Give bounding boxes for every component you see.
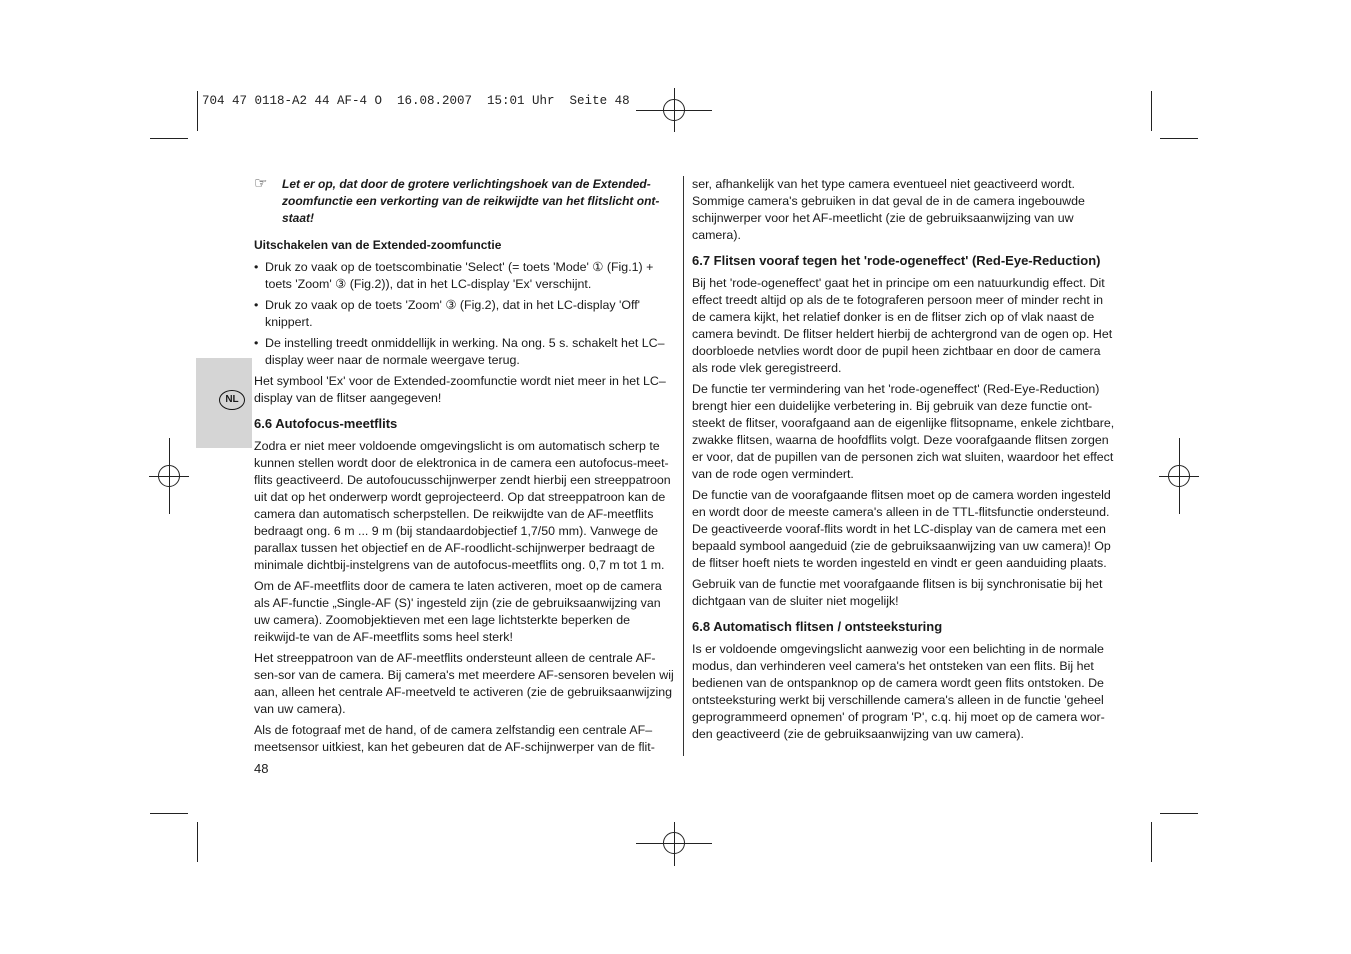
registration-circle-icon <box>1168 465 1190 487</box>
crop-mark <box>1151 91 1152 131</box>
note-text: Let er op, dat door de grotere verlichtingshoek van de Extended-zoomfunctie een verkorting van de reikwijdte van het flitslicht ont-staat! <box>282 177 660 225</box>
crop-mark <box>1160 813 1198 814</box>
section-heading: 6.8 Automatisch flitsen / ontsteeksturing <box>692 619 943 634</box>
paragraph: Als de fotograaf met de hand, of de camera zelfstandig een centrale AF–meetsensor uitkiest, kan het gebeuren dat de AF-schijnwerper van de flit- <box>254 723 655 754</box>
list-item: • Druk zo vaak op de toets 'Zoom' ③ (Fig.2), dat in het LC-display 'Off' knippert. <box>254 297 677 331</box>
crop-mark <box>197 822 198 862</box>
left-column <box>254 176 677 760</box>
paragraph: Het streeppatroon van de AF-meetflits ondersteunt alleen de centrale AF-sen-sor van de camera. Bij camera's met meerdere AF-sensoren bevelen wij aan, alleen het centrale AF-meetveld te activeren (zie de gebruiksaanwijzing van uw camera). <box>254 651 674 716</box>
paragraph: Het symbool 'Ex' voor de Extended-zoomfunctie wordt niet meer in het LC–display van de flitser aangegeven! <box>254 374 666 405</box>
paragraph: De functie ter vermindering van het 'rode-ogeneffect' (Red-Eye-Reduction) brengt hier een duidelijke verbetering in. Bij gebruik van deze functie ont-steekt de flitser, voorafgaand aan de eigenlijke flitsopname, enkele zichtbare, zwakke flitsen, waarna de hoofdflits volgt. Deze voorafgaande flitsen zorgen er voor, dat de pupillen van de personen zich wat sluiten, waardoor het effect van de rode ogen vermindert. <box>692 382 1115 481</box>
language-badge: NL <box>219 390 245 410</box>
sub-heading: Uitschakelen van de Extended-zoomfunctie <box>254 238 502 252</box>
registration-circle-icon <box>158 465 180 487</box>
section-heading: 6.7 Flitsen vooraf tegen het 'rode-ogeneffect' (Red-Eye-Reduction) <box>692 253 1101 268</box>
paragraph: Bij het 'rode-ogeneffect' gaat het in principe om een natuurkundig effect. Dit effect treedt altijd op als de te fotograferen persoon meer of minder recht in de camera kijkt, het relatief donker is en de flitser zich op of vlak naast de camera bevindt. De flitser heldert hierbij de achtergrond van de ogen op. Het doorbloede netvlies wordt door de pupil heen zichtbaar en door de camera als rode vlek geregistreerd. <box>692 276 1113 375</box>
paragraph: De functie van de voorafgaande flitsen moet op de camera worden ingesteld en wordt door de meeste camera's alleen in de TTL-flitsfunctie ondersteund. De geactiveerde vooraf-flits wordt in het LC-display van de camera met een bepaald symbool aangeduid (zie de gebruiksaanwijzing van uw camera)! Op de flitser hoeft niets te worden ingesteld en vindt er geen aanduiding plaats. <box>692 488 1111 570</box>
registration-circle-icon <box>663 99 685 121</box>
section-heading: 6.6 Autofocus-meetflits <box>254 416 398 431</box>
crop-mark <box>150 138 188 139</box>
print-header: 704 47 0118-A2 44 AF-4 O 16.08.2007 15:01 Uhr Seite 48 <box>202 94 630 108</box>
paragraph: Om de AF-meetflits door de camera te laten activeren, moet op de camera als AF-functie „Single-AF (S)' ingesteld zijn (zie de gebruiksaanwijzing van uw camera). Zoomobjektieven met een lage lichtsterkte beperken de reikwijd-te van de AF-meetflits soms heel sterk! <box>254 579 662 644</box>
warning-note <box>254 176 677 227</box>
registration-circle-icon <box>663 832 685 854</box>
list-item: • De instelling treedt onmiddellijk in werking. Na ong. 5 s. schakelt het LC–display weer naar de normale weergave terug. <box>254 335 677 369</box>
page-number: 48 <box>254 761 269 776</box>
crop-mark <box>197 91 198 131</box>
paragraph: Gebruik van de functie met voorafgaande flitsen is bij synchronisatie bij het dichtgaan van de sluiter niet mogelijk! <box>692 577 1103 608</box>
pointing-hand-icon: ☞ <box>254 175 268 192</box>
list-item: • Druk zo vaak op de toetscombinatie 'Select' (= toets 'Mode' ① (Fig.1) + toets 'Zoom' ③ (Fig.2)), dat in het LC-display 'Ex' verschijnt. <box>254 259 677 293</box>
paragraph: ser, afhankelijk van het type camera eventueel niet geactiveerd wordt. Sommige camera's gebruiken in dat geval de in de camera ingebouwde schijnwerper voor het AF-meetlicht (zie de gebruiksaanwijzing van uw camera). <box>692 177 1085 242</box>
crop-mark <box>150 813 188 814</box>
right-column <box>692 176 1116 747</box>
paragraph: Is er voldoende omgevingslicht aanwezig voor een belichting in de normale modus, dan verhinderen veel camera's het ontsteken van een flits. Bij het bedienen van de ontspanknop op de camera wordt geen flits ontstoken. De ontsteeksturing werkt bij verschillende camera's alleen in de functie 'geheel geprogrammeerd opnemen' of program 'P', c.q. hij moet op de camera wor-den geactiveerd (zie de gebruiksaanwijzing van uw camera). <box>692 642 1105 741</box>
column-divider <box>683 176 684 756</box>
crop-mark <box>1160 138 1198 139</box>
crop-mark <box>1151 822 1152 862</box>
paragraph: Zodra er niet meer voldoende omgevingslicht is om automatisch scherp te kunnen stellen wordt door de elektronica in de camera een autofocus-meet-flits geactiveerd. De autofoucusschijnwerper zendt hierbij een streeppatroon uit dat op het onderwerp wordt geprojecteerd. Op dat streeppatroon kan de camera dan automatisch scherpstellen. De reikwijdte van de AF-meetflits bedraagt ong. 6 m ... 9 m (bij standaardobjectief 1,7/50 mm). Vanwege de parallax tussen het objectief en de AF-roodlicht-schijnwerper bedraagt de minimale dichtbij-instelgrens van de autofocus-meetflits ong. 0,7 m tot 1 m. <box>254 439 671 572</box>
